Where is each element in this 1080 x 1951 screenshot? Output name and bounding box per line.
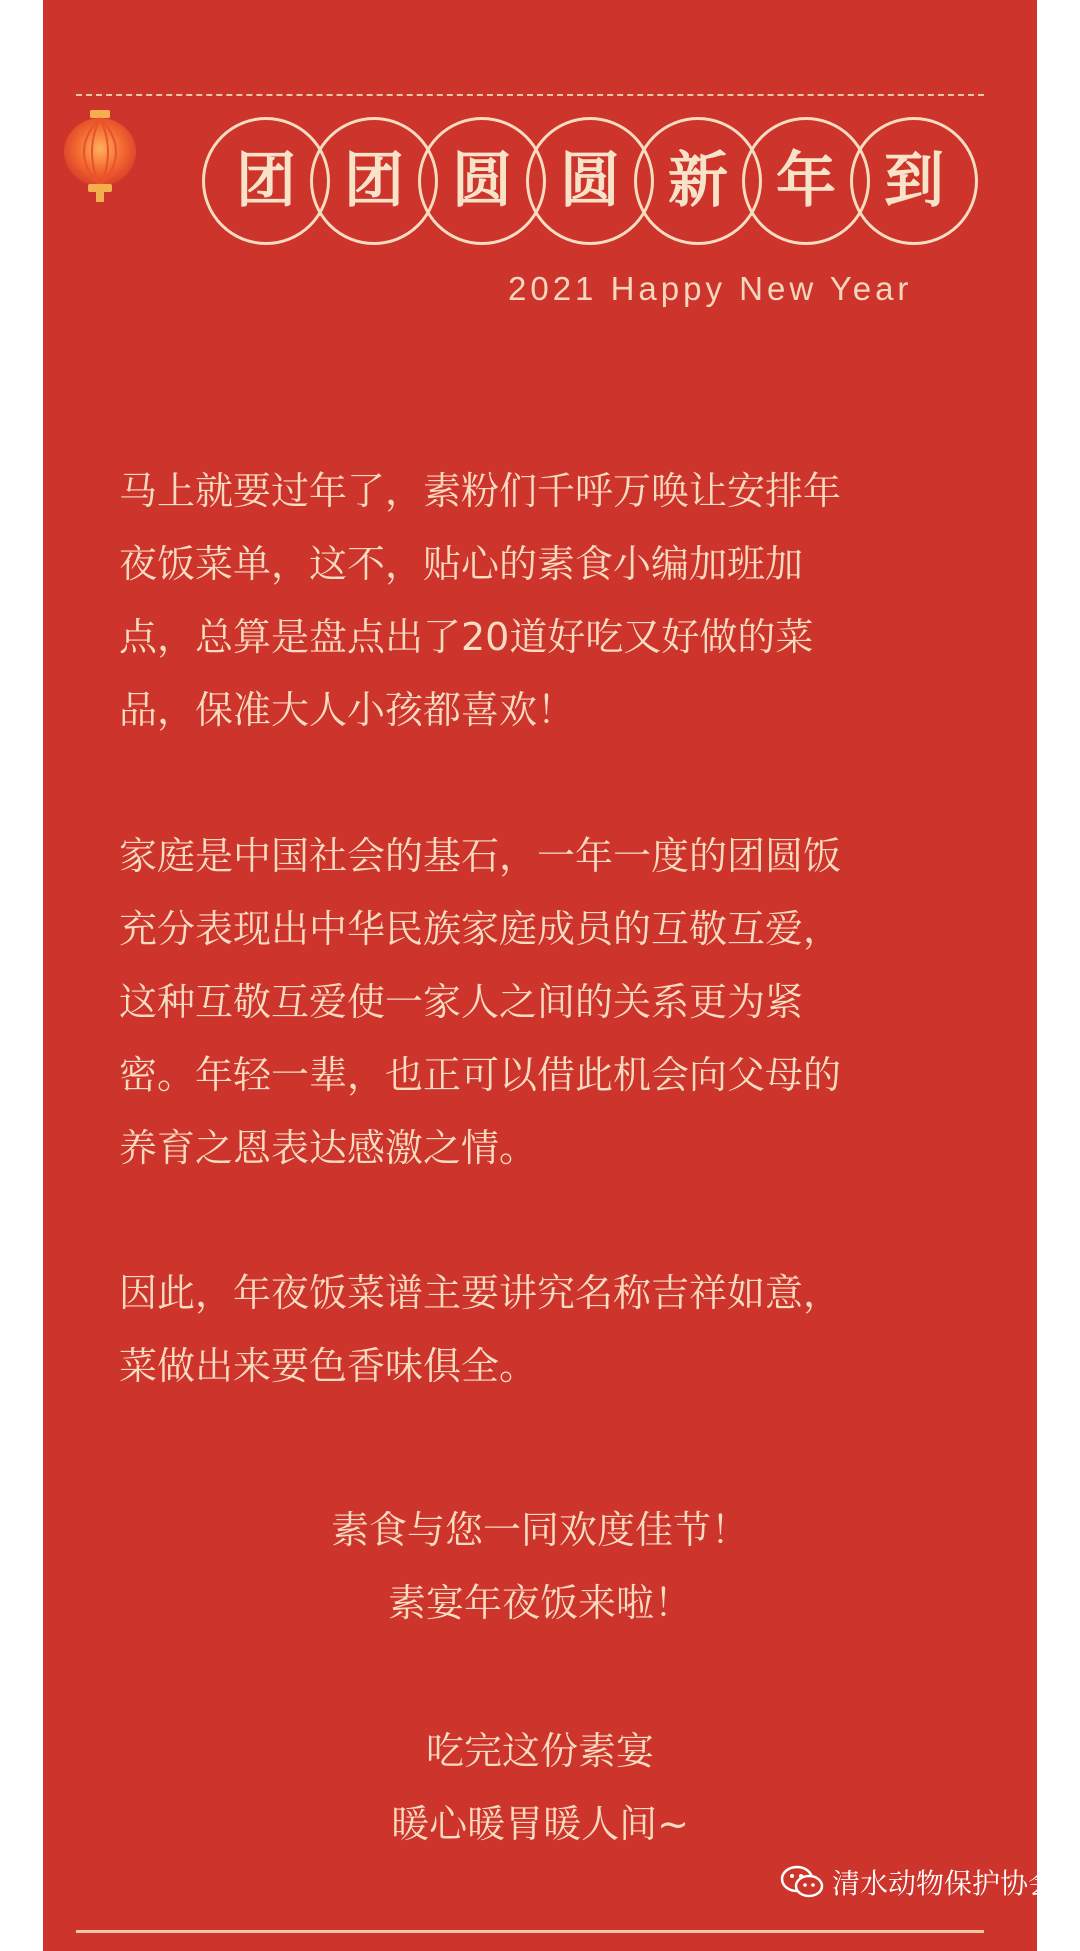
text-line: 素食与您一同欢度佳节！ [330,1508,749,1552]
title-char-circle: 圆 [526,117,654,245]
lantern-icon [62,110,138,202]
text-line: 马上就要过年了，素粉们千呼万唤让安排年 [119,469,842,513]
text-line: 密。年轻一辈，也正可以借此机会向父母的 [119,1053,842,1097]
bottom-divider [76,1930,984,1933]
title-char-circle: 年 [742,117,870,245]
title-circles [202,117,988,249]
paragraph-family [119,820,949,1185]
text-line: 素宴年夜饭来啦！ [387,1581,692,1625]
account-watermark [780,1862,1056,1902]
top-dashed-divider [76,94,984,96]
paragraph-intro [119,455,949,747]
title-char-circle: 团 [310,117,438,245]
text-line: 品，保准大人小孩都喜欢！ [119,688,576,732]
text-line: 这种互敬互爱使一家人之间的关系更为紧 [119,980,804,1024]
text-line: 家庭是中国社会的基石，一年一度的团圆饭 [119,834,842,878]
title-char-circle: 到 [850,117,978,245]
title-char-circle: 圆 [418,117,546,245]
text-line: 夜饭菜单，这不，贴心的素食小编加班加 [119,542,804,586]
text-line: 养育之恩表达感激之情。 [119,1126,538,1170]
subtitle: 2021 Happy New Year [508,270,913,307]
greeting-block [43,1494,1037,1640]
title-char-circle: 新 [634,117,762,245]
paragraph-menu [119,1257,949,1403]
closing-block [43,1715,1037,1861]
text-line: 菜做出来要色香味俱全。 [119,1344,538,1388]
text-line: 因此，年夜饭菜谱主要讲究名称吉祥如意， [119,1271,842,1315]
watermark-text: 清水动物保护协会 [832,1867,1057,1900]
text-line: 充分表现出中华民族家庭成员的互敬互爱， [119,907,842,951]
text-line: 点，总算是盘点出了20道好吃又好做的菜 [119,615,814,659]
text-line: 暖心暖胃暖人间~ [391,1802,689,1846]
text-line: 吃完这份素宴 [425,1729,654,1773]
title-char-circle: 团 [202,117,330,245]
wechat-icon [780,1865,824,1899]
